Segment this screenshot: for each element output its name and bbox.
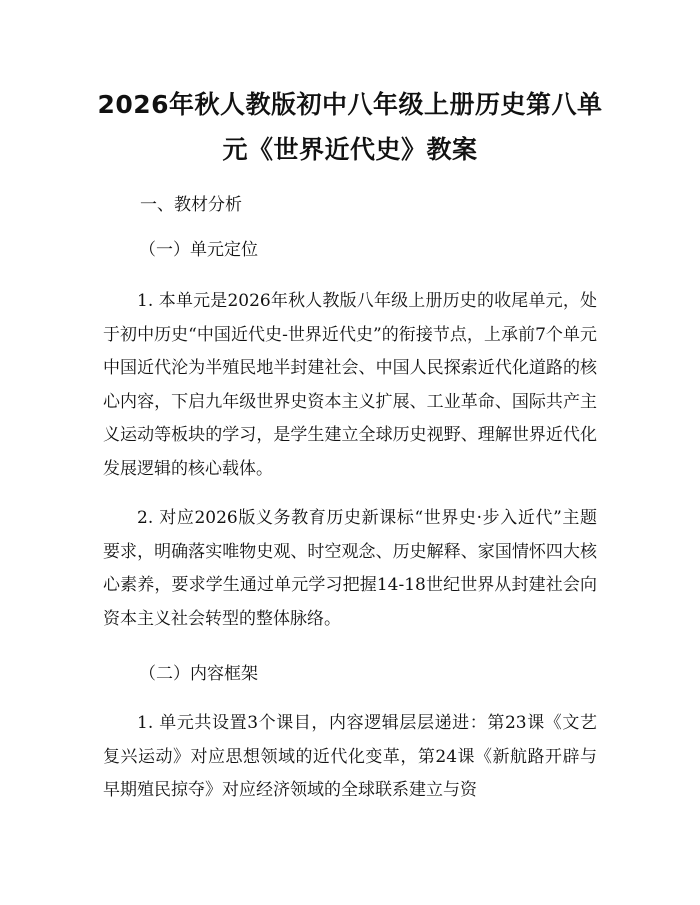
document-title-line-2: 元《世界近代史》教案 <box>222 135 478 164</box>
subsection-heading-unit-positioning: （一）单元定位 <box>139 240 258 260</box>
paragraph-unit-positioning-1: 1. 本单元是2026年秋人教版八年级上册历史的收尾单元，处于初中历史“中国近代史-世界近代史”的衔接节点，上承前7个单元中国近代沦为半殖民地半封建社会、中国人民探索近代化道路的核心内容，下启九年级世界史资本主义扩展、工业革命、国际共产主义运动等板块的学习，是学生建立全球历史视野、理解世界近代化发展逻辑的核心载体。 <box>103 291 597 479</box>
document-title-line-1: 2026年秋人教版初中八年级上册历史第八单 <box>97 90 603 119</box>
subsection-heading-content-framework: （二）内容框架 <box>139 664 258 684</box>
paragraph-content-framework-1: 1. 单元共设置3个课目，内容逻辑层层递进：第23课《文艺复兴运动》对应思想领域的近代化变革，第24课《新航路开辟与早期殖民掠夺》对应经济领域的全球联系建立与资 <box>103 713 597 800</box>
paragraph-unit-positioning-2: 2. 对应2026版义务教育历史新课标“世界史·步入近代”主题要求，明确落实唯物史观、时空观念、历史解释、家国情怀四大核心素养，要求学生通过单元学习把握14-18世纪世界从封建社会向资本主义社会转型的整体脉络。 <box>103 508 597 629</box>
section-heading-teaching-material-analysis: 一、教材分析 <box>140 195 242 215</box>
